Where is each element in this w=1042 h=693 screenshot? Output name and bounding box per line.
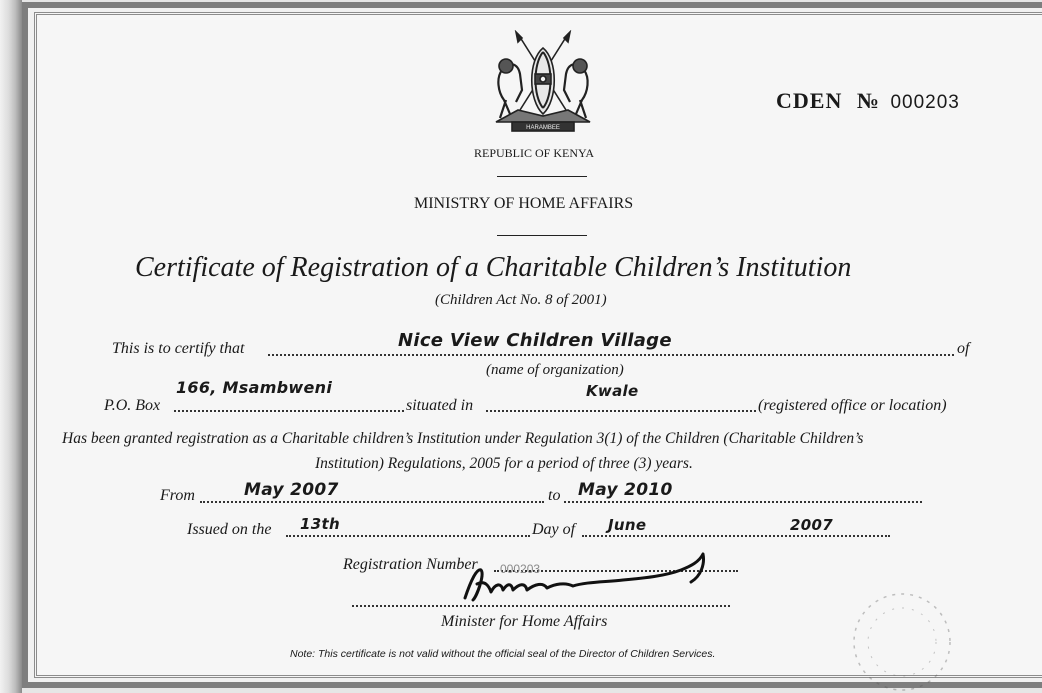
issued-day: 13th — [300, 515, 340, 533]
issued-label: Issued on the — [187, 521, 272, 538]
issued-month-dotted-line — [582, 535, 890, 537]
day-of-label: Day of — [532, 521, 576, 538]
registration-number-value: 000203 — [500, 562, 541, 576]
from-value: May 2007 — [244, 480, 339, 500]
location-caption: (registered office or location) — [758, 397, 947, 414]
coat-of-arms-emblem — [488, 30, 598, 140]
organization-name: Nice View Children Village — [398, 330, 672, 351]
to-dotted-line — [564, 501, 922, 503]
faded-seal-stamp — [832, 582, 962, 692]
from-dotted-line — [200, 501, 544, 503]
organization-dotted-line — [268, 354, 954, 356]
validity-note: Note: This certificate is not valid without the official seal of the Director of Children Services. — [290, 648, 716, 660]
location-value: Kwale — [586, 382, 639, 400]
serial-value: 000203 — [890, 92, 960, 113]
minister-label: Minister for Home Affairs — [441, 613, 608, 630]
to-label: to — [548, 487, 561, 504]
issued-month: June — [608, 516, 647, 534]
motto-text: HARAMBEE — [526, 125, 560, 131]
certificate-title: Certificate of Registration of a Charitable Children’s Institution — [135, 252, 852, 283]
po-box-label: P.O. Box — [104, 397, 161, 414]
republic-heading: REPUBLIC OF KENYA — [474, 146, 595, 160]
organization-caption: (name of organization) — [486, 362, 624, 378]
minister-signature — [455, 540, 725, 610]
serial-number — [776, 88, 960, 114]
location-dotted-line — [486, 410, 756, 412]
issued-day-dotted-line — [286, 535, 530, 537]
certify-label: This is to certify that — [112, 340, 245, 357]
situated-label: situated in — [406, 397, 474, 414]
signature-dotted-line — [352, 605, 730, 607]
certificate-subtitle: (Children Act No. 8 of 2001) — [435, 292, 607, 308]
serial-prefix: CDEN — [776, 88, 843, 113]
ministry-heading: MINISTRY OF HOME AFFAIRS — [414, 195, 634, 212]
header-divider-2 — [497, 235, 587, 236]
serial-symbol: № — [856, 88, 880, 113]
issued-year: 2007 — [790, 516, 833, 534]
from-label: From — [160, 487, 195, 504]
granted-text-line-2: Institution) Regulations, 2005 for a period of three (3) years. — [315, 455, 693, 472]
po-box-value: 166, Msambweni — [176, 378, 333, 397]
to-value: May 2010 — [578, 480, 673, 500]
of-label: of — [957, 340, 970, 357]
header-divider-1 — [497, 176, 587, 177]
po-box-dotted-line — [174, 410, 404, 412]
granted-text-line-1: Has been granted registration as a Charitable children’s Institution under Regulation 3(1) of the Children (Charitable Children’s — [62, 430, 864, 447]
registration-number-label: Registration Number — [343, 556, 478, 573]
